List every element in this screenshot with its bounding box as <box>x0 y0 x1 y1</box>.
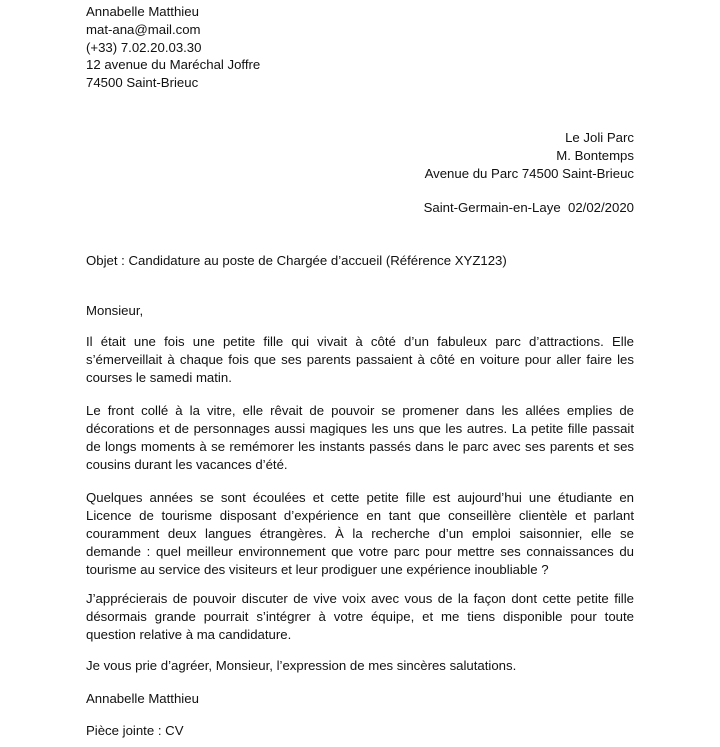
recipient-company: Le Joli Parc <box>565 130 634 145</box>
body-paragraph-3: Quelques années se sont écoulées et cette petite fille est aujourd’hui une étudiante en Licence de tourisme disposant d’expérience en tant que conseillère clientèle et parlant couramment deux langues étrangères. À la recherche d’un emploi saisonnier, elle se demande : quel meilleur environnement que votre parc pour mettre ses connaissances du tourisme au service des visiteurs et leur prodiguer une expérience inoubliable ? <box>86 490 634 577</box>
attachment-note: Pièce jointe : CV <box>86 723 184 738</box>
signature: Annabelle Matthieu <box>86 691 199 706</box>
body-paragraph-4: J’apprécierais de pouvoir discuter de vive voix avec vous de la façon dont cette petite fille désormais grande pourrait s’intégrer à votre équipe, et me tiens disponible pour toute question relative à ma candidature. <box>86 591 634 642</box>
sender-phone: (+33) 7.02.20.03.30 <box>86 39 202 55</box>
recipient-contact: M. Bontemps <box>556 147 634 163</box>
sender-name: Annabelle Matthieu <box>86 4 199 19</box>
recipient-address: Avenue du Parc 74500 Saint-Brieuc <box>424 165 634 181</box>
salutation: Monsieur, <box>86 303 144 318</box>
date-line: Saint-Germain-en-Laye 02/02/2020 <box>423 200 634 215</box>
place-and-date <box>0 199 634 217</box>
letter-subject: Objet : Candidature au poste de Chargée d’accueil (Référence XYZ123) <box>86 253 507 268</box>
closing-paragraph: Je vous prie d’agréer, Monsieur, l’expression de mes sincères salutations. <box>86 658 517 673</box>
body-paragraph-1: Il était une fois une petite fille qui vivait à côté d’un fabuleux parc d’attractions. Elle s’émerveillait à chaque fois que ses parents passaient à côté en voiture pour aller faire les courses le samedi matin. <box>86 334 634 385</box>
sender-city: 74500 Saint-Brieuc <box>86 75 199 91</box>
sender-email: mat-ana@mail.com <box>86 21 201 37</box>
sender-address-block <box>86 3 260 92</box>
body-paragraph-2: Le front collé à la vitre, elle rêvait de pouvoir se promener dans les allées emplies de décorations et de personnages aussi magiques les uns que les autres. La petite fille passait de longs moments à se remémorer les instants passés dans le parc avec ses parents et ses cousins durant les vacances d’été. <box>86 403 634 472</box>
sender-street: 12 avenue du Maréchal Joffre <box>86 57 261 73</box>
recipient-address-block <box>0 129 634 182</box>
